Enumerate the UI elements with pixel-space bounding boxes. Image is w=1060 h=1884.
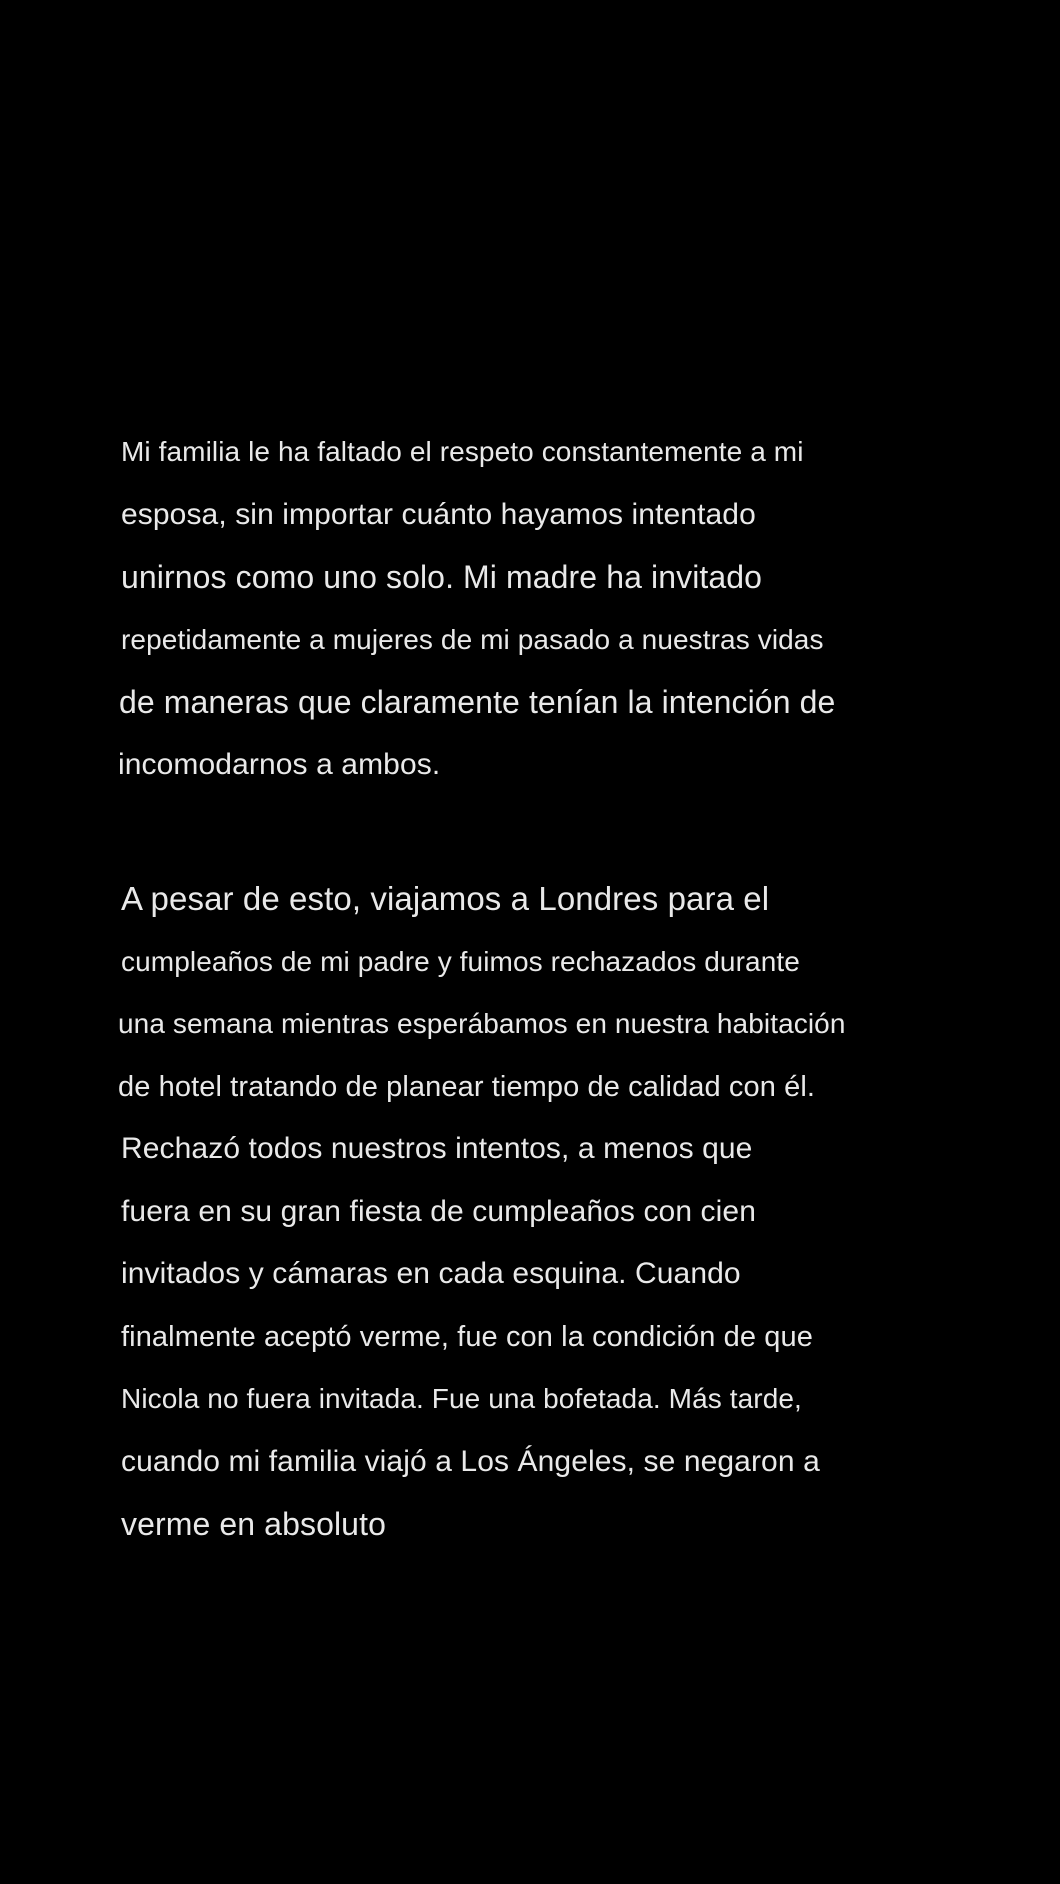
paragraph-line: repetidamente a mujeres de mi pasado a nuestras vidas bbox=[121, 623, 824, 655]
paragraph-line: una semana mientras esperábamos en nuestra habitación bbox=[118, 1008, 846, 1039]
paragraph-line: finalmente aceptó verme, fue con la condición de que bbox=[121, 1320, 813, 1353]
paragraph-line: invitados y cámaras en cada esquina. Cuando bbox=[121, 1257, 741, 1290]
paragraph-line: cuando mi familia viajó a Los Ángeles, se negaron a bbox=[121, 1444, 820, 1478]
paragraph-line: fuera en su gran fiesta de cumpleaños con cien bbox=[121, 1194, 756, 1228]
paragraph-line: A pesar de esto, viajamos a Londres para el bbox=[121, 880, 770, 917]
paragraph-line: de hotel tratando de planear tiempo de calidad con él. bbox=[118, 1070, 816, 1103]
paragraph-line: Nicola no fuera invitada. Fue una bofetada. Más tarde, bbox=[121, 1383, 802, 1414]
paragraph-line: unirnos como uno solo. Mi madre ha invitado bbox=[121, 559, 763, 595]
paragraph-2 bbox=[118, 868, 941, 1556]
paragraph-line: esposa, sin importar cuánto hayamos intentado bbox=[121, 497, 756, 531]
paragraph-line: incomodarnos a ambos. bbox=[118, 747, 441, 781]
paragraph-line: Rechazó todos nuestros intentos, a menos que bbox=[121, 1132, 753, 1165]
paragraph-1 bbox=[118, 421, 941, 796]
paragraph-line: verme en absoluto bbox=[121, 1506, 386, 1542]
paragraph-line: cumpleaños de mi padre y fuimos rechazados durante bbox=[121, 945, 800, 977]
paragraph-line: de maneras que claramente tenían la intención de bbox=[119, 684, 836, 720]
paragraph-line: Mi familia le ha faltado el respeto constantemente a mi bbox=[121, 436, 804, 467]
